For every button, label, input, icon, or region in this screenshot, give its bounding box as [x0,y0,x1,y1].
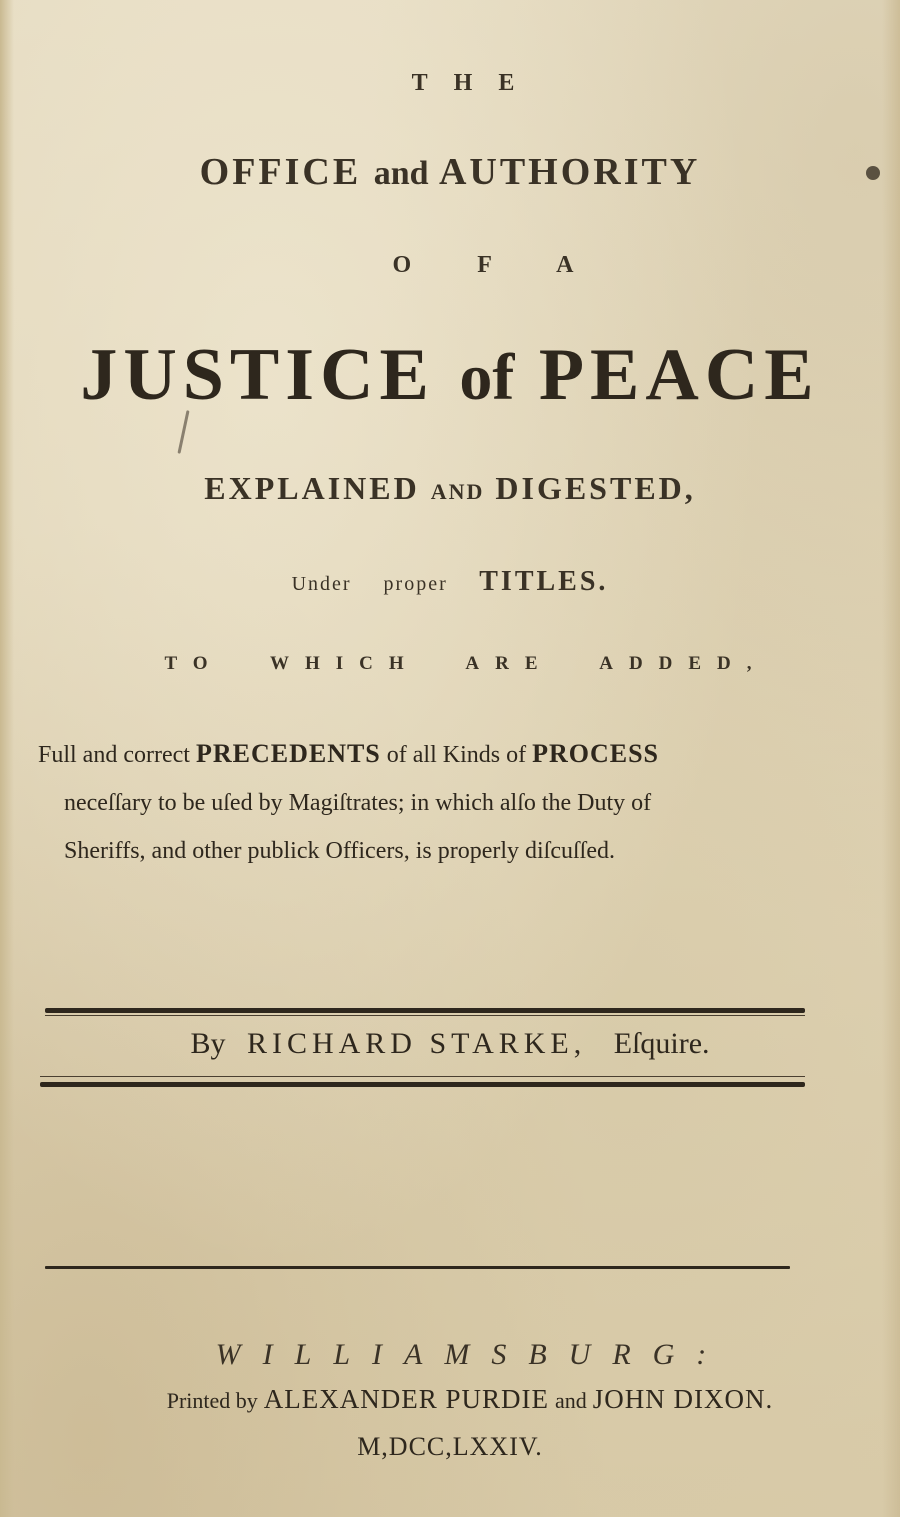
subtitle-to: TO [164,653,224,674]
subtitle-and: AND [430,479,485,504]
heading-justice-of-peace [0,333,900,418]
subtitle-to-which-are-added [0,653,900,675]
page-right-edge [882,0,900,1517]
subtitle-titles: TITLES. [479,566,609,597]
heading-of-a [0,252,900,279]
subtitle-under: Under [291,573,352,595]
imprint-printers [0,1384,900,1415]
double-rule-top-thin [45,1015,805,1016]
description-precedents: PRECEDENTS [195,739,381,768]
imprint-city [0,1338,900,1372]
subtitle-are: ARE [465,653,554,674]
double-rule-top [45,1008,805,1013]
imprint-printer-1: ALEXANDER PURDIE [263,1384,550,1414]
description-text: Full and correct [38,742,196,768]
heading-justice: JUSTICE [80,334,435,416]
heading-the [0,70,900,97]
heading-office-and-authority [0,150,900,194]
author-line [0,1027,900,1061]
double-rule-bottom-thin [40,1076,805,1077]
page-left-edge [0,0,14,1517]
imprint-date [0,1432,900,1462]
description-text: of all Kinds of [380,742,533,768]
imprint-rule [45,1266,790,1269]
imprint-date-text: M,DCC,LXXIV. [357,1432,543,1461]
double-rule-bottom [40,1082,805,1087]
heading-office: OFFICE [199,151,362,193]
heading-office-and: and [373,155,429,192]
imprint-city-text: WILLIAMSBURG: [215,1338,729,1371]
imprint-printed-by: Printed by [166,1388,258,1413]
subtitle-under-proper-titles [0,566,900,598]
heading-peace: PEACE [538,334,820,416]
heading-justice-of: of [459,341,515,414]
description-paragraph [38,730,818,875]
imprint-and: and [555,1388,587,1413]
description-line-2: neceſſary to be uſed by Magiſtrates; in which alſo the Duty of [64,790,652,816]
subtitle-added: ADDED, [599,653,768,674]
subtitle-proper: proper [383,573,448,595]
heading-authority: AUTHORITY [438,151,701,193]
author-by: By [190,1027,226,1060]
subtitle-explained-digested [0,470,900,507]
imprint-printer-2: JOHN DIXON. [592,1384,774,1414]
heading-of-a-text: OFA [392,252,640,278]
subtitle-which: WHICH [270,653,420,674]
author-title: Eſquire. [613,1027,710,1060]
subtitle-explained: EXPLAINED [204,470,420,506]
heading-the-text: THE [411,70,541,96]
description-line-1 [38,730,818,779]
description-line-3: Sheriffs, and other publick Officers, is properly diſcuſſed. [64,838,615,864]
description-process: PROCESS [532,739,660,768]
subtitle-digested: DIGESTED, [495,470,696,506]
author-name: RICHARD STARKE, [246,1027,587,1060]
